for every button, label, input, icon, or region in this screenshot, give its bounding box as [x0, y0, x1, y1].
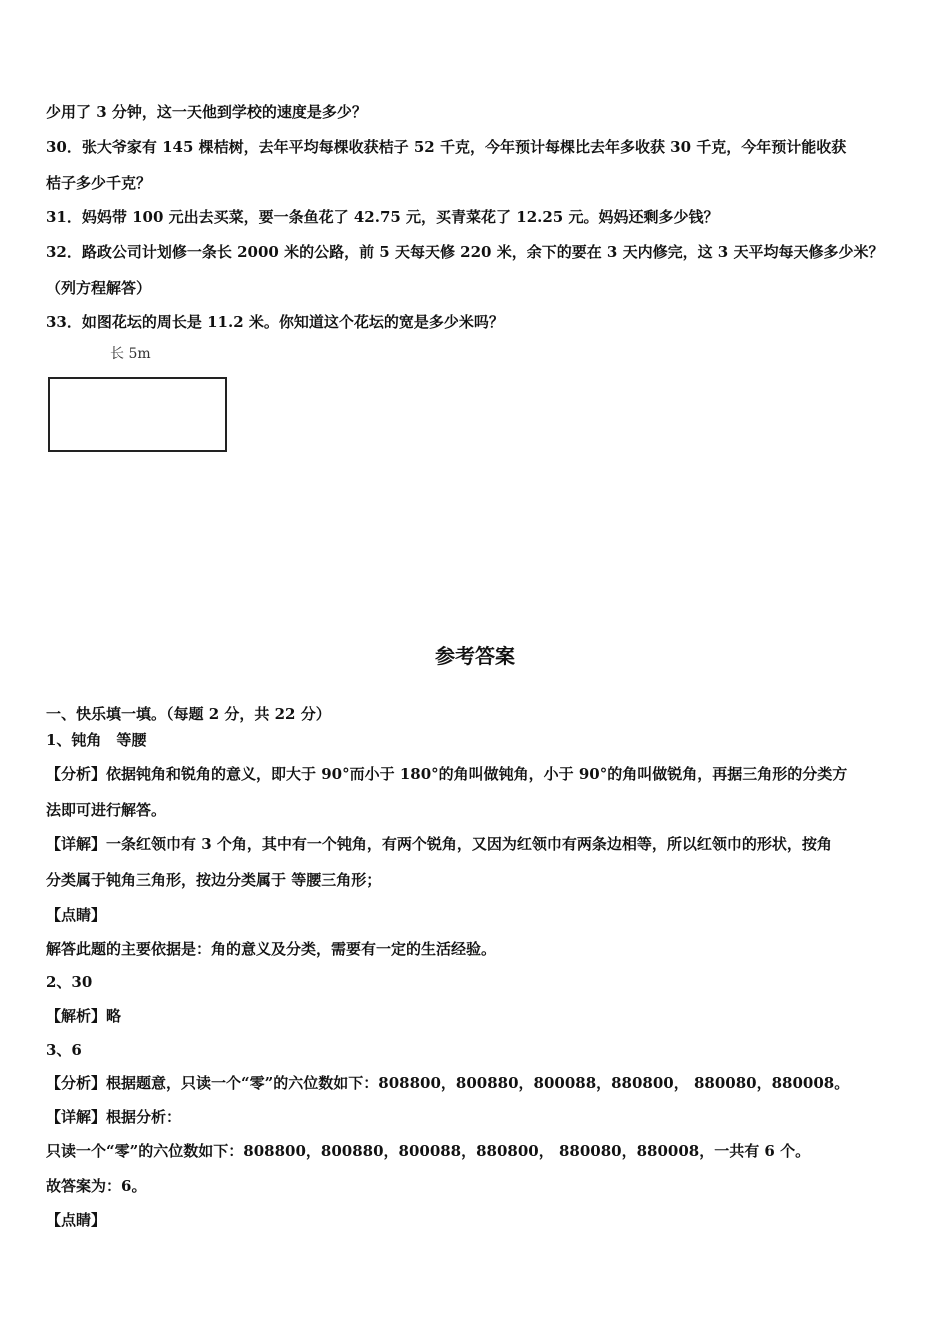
question-33: 33．如图花坛的周长是 11.2 米。你知道这个花坛的宽是多少米吗？: [46, 313, 504, 331]
answers-title: 参考答案: [435, 644, 515, 668]
answer-3-analysis: 【分析】根据题意，只读一个“零”的六位数如下：808800，800880，800088，880800， 880080，880008。: [46, 1074, 850, 1092]
question-29-continued: 少用了 3 分钟，这一天他到学校的速度是多少？: [46, 103, 367, 121]
answer-2-heading: 2、30: [46, 973, 93, 991]
flowerbed-rectangle: [48, 377, 227, 452]
answer-3-detail-text: 只读一个“零”的六位数如下：808800，800880，800088，880800， 880080，880008，一共有 6 个。: [46, 1142, 811, 1160]
answer-3-comment-label: 【点睛】: [46, 1211, 107, 1229]
answer-1-detail-line1: 【详解】一条红领巾有 3 个角，其中有一个钝角，有两个锐角，又因为红领巾有两条边相等，所以红领巾的形状，按角: [46, 835, 832, 853]
question-30-line2: 桔子多少千克？: [46, 174, 152, 192]
figure-length-label: 长 5m: [110, 346, 151, 362]
answer-3-final: 故答案为：6。: [46, 1177, 147, 1195]
question-30-line1: 30．张大爷家有 145 棵桔树，去年平均每棵收获桔子 52 千克，今年预计每棵比去年多收获 30 千克，今年预计能收获: [46, 138, 847, 156]
answer-3-heading: 3、6: [46, 1041, 82, 1059]
answer-1-analysis-line2: 法即可进行解答。: [46, 801, 167, 819]
question-31: 31．妈妈带 100 元出去买菜，要一条鱼花了 42.75 元，买青菜花了 12.25 元。妈妈还剩多少钱？: [46, 208, 719, 226]
question-32-line2: （列方程解答）: [46, 279, 152, 297]
section-heading: 一、快乐填一填。（每题 2 分，共 22 分）: [46, 705, 331, 723]
answer-1-comment-label: 【点睛】: [46, 906, 107, 924]
answer-2-explanation: 【解析】略: [46, 1007, 122, 1025]
answer-1-heading: 1、钝角 等腰: [46, 731, 147, 749]
question-32-line1: 32．路政公司计划修一条长 2000 米的公路，前 5 天每天修 220 米，余下的要在 3 天内修完，这 3 天平均每天修多少米？: [46, 243, 884, 261]
answer-1-comment-text: 解答此题的主要依据是：角的意义及分类，需要有一定的生活经验。: [46, 940, 497, 958]
answer-1-analysis-line1: 【分析】依据钝角和锐角的意义，即大于 90°而小于 180°的角叫做钝角，小于 90°的角叫做锐角，再据三角形的分类方: [46, 765, 848, 783]
answer-1-detail-line2: 分类属于钝角三角形，按边分类属于 等腰三角形；: [46, 871, 382, 889]
answer-3-detail-label: 【详解】根据分析：: [46, 1108, 182, 1126]
